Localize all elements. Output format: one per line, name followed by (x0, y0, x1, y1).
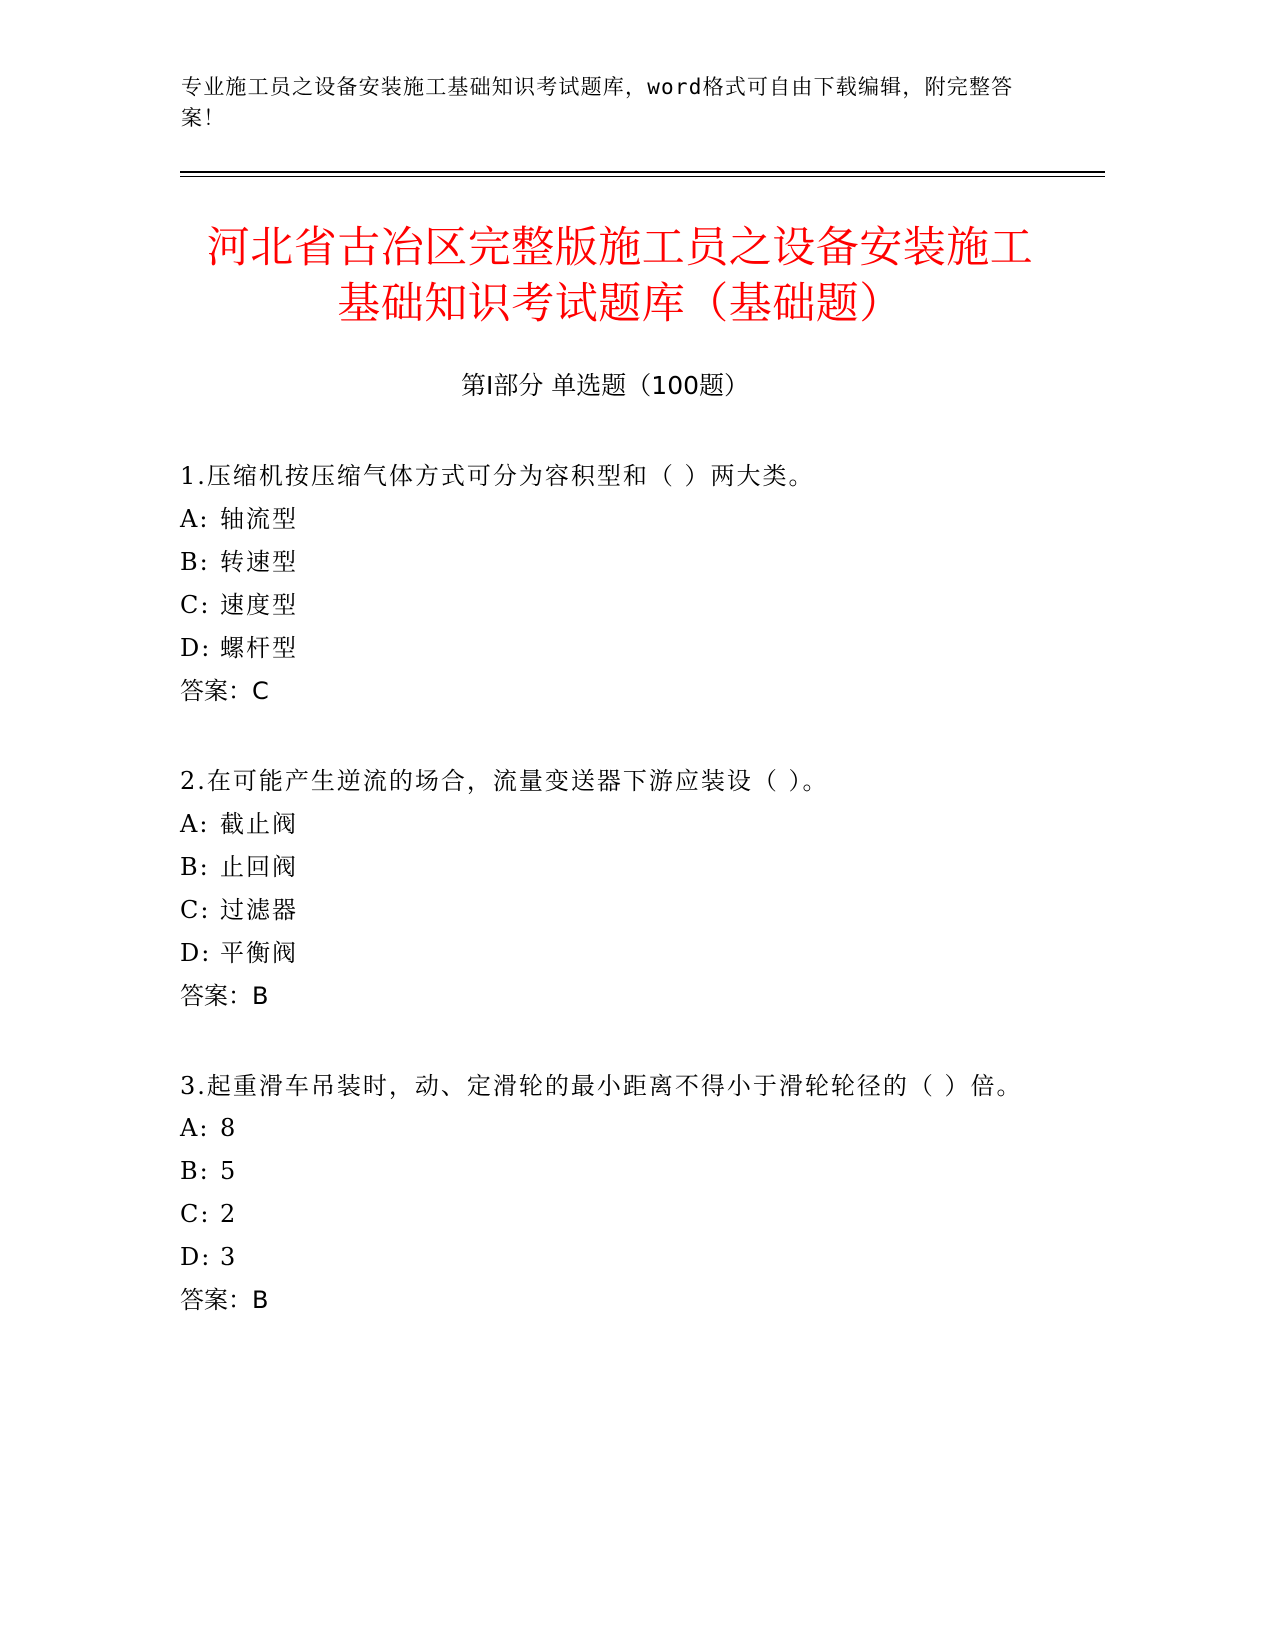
answer: 答案：C (180, 677, 269, 705)
option-label: C: (180, 591, 211, 619)
question-stem: 1.压缩机按压缩气体方式可分为容积型和（ ）两大类。 (180, 462, 815, 490)
option-text: 速度型 (220, 591, 298, 619)
option-label: D: (180, 1243, 212, 1271)
option-text: 平衡阀 (220, 939, 298, 967)
option-text: 螺杆型 (220, 634, 298, 662)
option-label: D: (180, 939, 212, 967)
option-text: 转速型 (220, 548, 298, 576)
option-label: C: (180, 896, 211, 924)
option-label: B: (180, 1157, 210, 1185)
option-text: 3 (220, 1243, 238, 1271)
option-d (180, 932, 1040, 975)
option-b (180, 846, 1040, 889)
option-text: 过滤器 (220, 896, 298, 924)
option-a (180, 498, 1040, 541)
header-divider-thick (180, 171, 1105, 173)
question-3 (180, 1065, 1040, 1322)
option-c (180, 1193, 1040, 1236)
option-c (180, 889, 1040, 932)
answer: 答案：B (180, 982, 269, 1010)
page-title (120, 220, 1120, 332)
question-stem: 3.起重滑车吊装时，动、定滑轮的最小距离不得小于滑轮轮径的（ ）倍。 (180, 1072, 1023, 1100)
option-text: 2 (220, 1200, 238, 1228)
question-stem: 2.在可能产生逆流的场合，流量变送器下游应装设（ ）。 (180, 767, 829, 795)
option-text: 5 (220, 1157, 238, 1185)
option-d (180, 627, 1040, 670)
option-b (180, 1150, 1040, 1193)
option-label: B: (180, 548, 210, 576)
title-line-2: 基础知识考试题库（基础题） (337, 279, 903, 329)
option-d (180, 1236, 1040, 1279)
option-label: A: (180, 505, 210, 533)
option-text: 止回阀 (220, 853, 298, 881)
option-text: 8 (220, 1114, 238, 1142)
option-b (180, 541, 1040, 584)
option-label: C: (180, 1200, 211, 1228)
option-text: 轴流型 (220, 505, 298, 533)
option-label: A: (180, 810, 210, 838)
intro-text: 专业施工员之设备安装施工基础知识考试题库，word格式可自由下载编辑，附完整答案！ (181, 75, 1014, 130)
section-heading: 第Ⅰ部分 单选题（100题） (460, 371, 750, 400)
question-1 (180, 455, 1040, 713)
header-divider-thin (180, 176, 1105, 177)
question-2 (180, 760, 1040, 1018)
option-text: 截止阀 (220, 810, 298, 838)
option-label: D: (180, 634, 212, 662)
option-a (180, 803, 1040, 846)
option-label: B: (180, 853, 210, 881)
option-label: A: (180, 1114, 210, 1142)
title-line-1: 河北省古冶区完整版施工员之设备安装施工 (206, 223, 1034, 273)
option-a (180, 1107, 1040, 1150)
option-c (180, 584, 1040, 627)
answer: 答案：B (180, 1286, 269, 1314)
